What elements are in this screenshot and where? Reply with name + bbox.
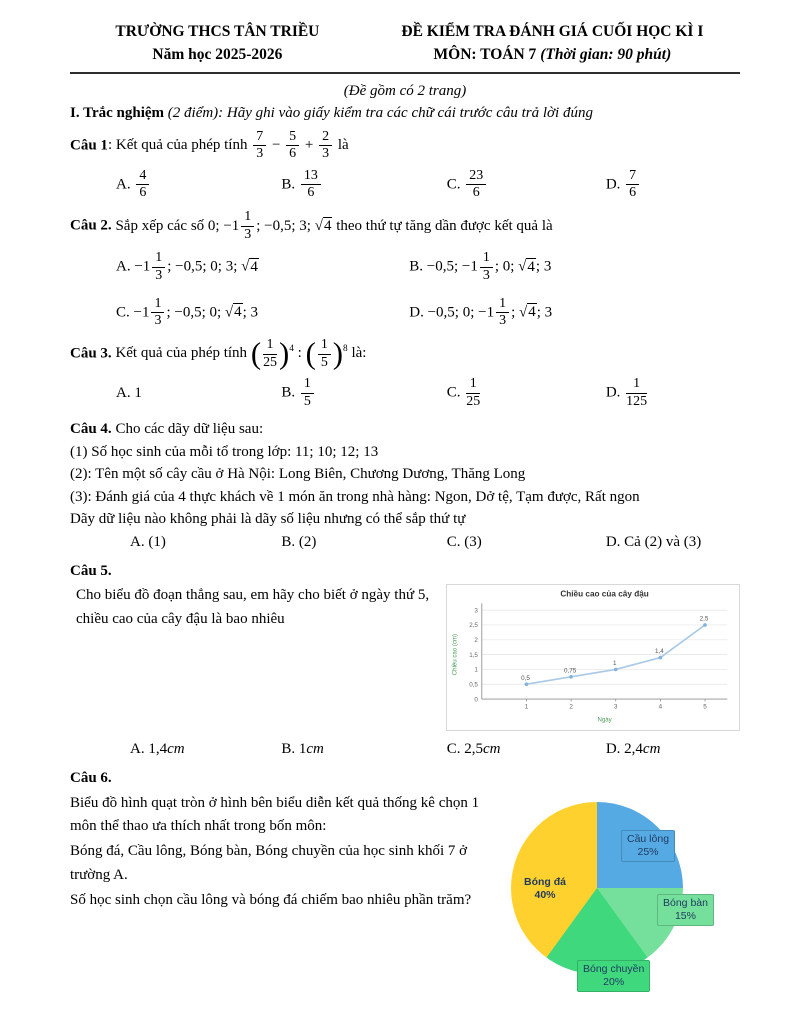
svg-text:1: 1: [613, 660, 617, 668]
svg-text:0,75: 0,75: [564, 667, 577, 675]
header-exam-block: [365, 20, 740, 67]
section-1-subtitle: (2 điểm): Hãy ghi vào giấy kiểm tra các chữ cái trước câu trả lời đúng: [167, 104, 593, 121]
q3-option-c: C. $\frac{1}{25}$: [446, 376, 481, 409]
q3-option-d: D. $\frac{1}{125}$: [605, 376, 648, 409]
section-1-heading: I. Trắc nghiệm: [70, 104, 165, 121]
question-1-text: : Kết quả của phép tính $\frac{7}{3}$ − $\frac{5}{6}$ + $\frac{2}{3}$ là: [107, 128, 349, 162]
svg-text:5: 5: [703, 704, 707, 712]
q4-option-b: B. (2): [281, 533, 317, 550]
q4-option-c: C. (3): [446, 533, 482, 550]
question-5-text: Cho biểu đồ đoạn thẳng sau, em hãy cho biết ở ngày thứ 5, chiều cao của cây đậu là bao nhiêu: [76, 587, 430, 627]
question-3-prompt: [70, 338, 740, 370]
question-1-options: [116, 169, 740, 201]
question-3-text: Kết quả của phép tính ( $\frac{1}{25}$ )$^4$ : ( $\frac{1}{5}$ )$^8$ là:: [111, 336, 367, 372]
svg-text:1,4: 1,4: [655, 648, 664, 656]
question-5-options: [116, 741, 740, 758]
section-1-title: [70, 105, 740, 122]
q2-option-a: A. −1 $\frac{1}{3}$ ; −0,5; 0; 3; √4: [116, 250, 258, 283]
pie-label-bong-da: Bóng đá 40%: [524, 875, 566, 902]
school-name: TRƯỜNG THCS TÂN TRIỀU: [115, 23, 320, 40]
q5-option-a: A. 1,4cm: [130, 741, 185, 758]
pie-label-bong-chuyen: Bóng chuyền 20%: [577, 960, 650, 992]
question-2-text: Sắp xếp các số 0; −1 $\frac{1}{3}$ ; −0,5; 3; √4 theo thứ tự tăng dần được kết quả là: [111, 209, 553, 242]
svg-text:Chiều cao (cm): Chiều cao (cm): [451, 634, 459, 676]
q3-option-a: A. 1: [116, 384, 142, 401]
question-5-label: Câu 5.: [70, 562, 112, 579]
q5-option-d: D. 2,4cm: [605, 741, 661, 758]
svg-text:2,5: 2,5: [469, 622, 478, 630]
q4-option-a: A. (1): [130, 533, 166, 550]
svg-text:2: 2: [569, 704, 573, 712]
question-6-label: Câu 6.: [70, 770, 112, 787]
q4-line-1: (1) Số học sinh của mỗi tổ trong lớp: 11; 10; 12; 13: [70, 443, 379, 460]
svg-text:Chiều cao của cây đậu: Chiều cao của cây đậu: [560, 590, 649, 600]
q6-paragraph-2: Bóng đá, Cầu lông, Bóng bàn, Bóng chuyền của học sinh khối 7 ở trường A.: [70, 843, 468, 883]
question-2-label: Câu 2.: [70, 217, 112, 234]
svg-text:4: 4: [658, 704, 663, 712]
q5-option-b: B. 1cm: [281, 741, 324, 758]
exam-duration: (Thời gian: 90 phút): [540, 46, 672, 64]
question-5: [70, 560, 740, 759]
q4-line-2: (2): Tên một số cây cầu ở Hà Nội: Long Biên, Chương Dương, Thăng Long: [70, 466, 526, 483]
exam-subject-line: [365, 43, 740, 66]
question-4: [70, 418, 740, 551]
q2-option-b: B. −0,5; −1 $\frac{1}{3}$ ; 0; √4; 3: [409, 250, 552, 283]
q2-option-c: C. −1 $\frac{1}{3}$ ; −0,5; 0; √4; 3: [116, 295, 259, 329]
svg-text:2,5: 2,5: [699, 616, 709, 624]
q4-option-d: D. Cả (2) và (3): [605, 533, 702, 550]
q2-option-d: D. −0,5; 0; −1 $\frac{1}{3}$ ; √4; 3: [409, 295, 553, 329]
svg-text:0: 0: [474, 696, 478, 704]
question-4-label: Câu 4.: [70, 421, 112, 438]
q6-paragraph-3: Số học sinh chọn cầu lông và bóng đá chiếm bao nhiêu phần trăm?: [70, 891, 472, 908]
question-6-text: [70, 792, 497, 998]
page-note: (Đề gồm có 2 trang): [343, 82, 467, 99]
q4-line-3: (3): Đánh giá của 4 thực khách về 1 món ăn trong nhà hàng: Ngon, Dở tệ, Tạm được, Rất ngon: [70, 488, 640, 505]
q5-option-c: C. 2,5cm: [446, 741, 501, 758]
pie-chart-sports: [505, 792, 740, 998]
exam-title: ĐỀ KIỂM TRA ĐÁNH GIÁ CUỐI HỌC KÌ I: [401, 23, 704, 40]
question-1-label: Câu 1: [70, 137, 108, 154]
line-chart-plant-height: [446, 584, 740, 731]
question-3-options: [116, 377, 740, 409]
exam-subject: MÔN: TOÁN 7: [433, 46, 537, 64]
question-1-prompt: [70, 130, 740, 162]
q1-option-d: D. $\frac{7}{6}$: [606, 169, 740, 201]
svg-text:3: 3: [613, 704, 618, 712]
q4-line-4: Dãy dữ liệu nào không phải là dãy số liệu nhưng có thể sắp thứ tự: [70, 511, 466, 528]
question-5-body: [70, 584, 740, 731]
header-divider: [70, 72, 740, 74]
svg-text:0,5: 0,5: [521, 675, 530, 683]
question-6: [70, 767, 740, 998]
question-4-prompt: [70, 418, 740, 441]
pie-label-cau-long: Cầu lông 25%: [621, 830, 675, 862]
exam-header: [70, 20, 740, 67]
q6-paragraph-1: Biểu đồ hình quạt tròn ở hình bên biểu diễn kết quả thống kê chọn 1 môn thể thao ưa thích nhất trong bốn môn:: [70, 794, 480, 835]
svg-text:3: 3: [474, 607, 478, 615]
question-4-options: [116, 534, 740, 551]
svg-text:1: 1: [474, 667, 478, 675]
svg-text:0,5: 0,5: [469, 681, 478, 689]
question-2-options: [116, 251, 740, 329]
question-3-label: Câu 3.: [70, 345, 112, 362]
q1-option-b: B. $\frac{13}{6}$: [281, 169, 446, 201]
svg-text:1: 1: [524, 704, 529, 712]
svg-text:2: 2: [474, 637, 478, 645]
q1-option-a: A. $\frac{4}{6}$: [116, 169, 281, 201]
question-2: [70, 210, 740, 329]
school-year: Năm học 2025-2026: [152, 46, 283, 64]
question-4-text: Cho các dãy dữ liệu sau:: [111, 421, 264, 438]
question-6-body: [70, 792, 740, 998]
question-1: [70, 130, 740, 202]
svg-text:1,5: 1,5: [469, 652, 478, 660]
question-2-prompt: [70, 210, 740, 242]
pie-label-bong-ban: Bóng bàn 15%: [657, 894, 714, 926]
q3-option-b: B. $\frac{1}{5}$: [281, 377, 446, 409]
question-3: [70, 338, 740, 410]
q1-option-c: C. $\frac{23}{6}$: [447, 169, 606, 201]
svg-text:Ngày: Ngày: [597, 716, 612, 724]
header-school-block: [70, 20, 365, 67]
